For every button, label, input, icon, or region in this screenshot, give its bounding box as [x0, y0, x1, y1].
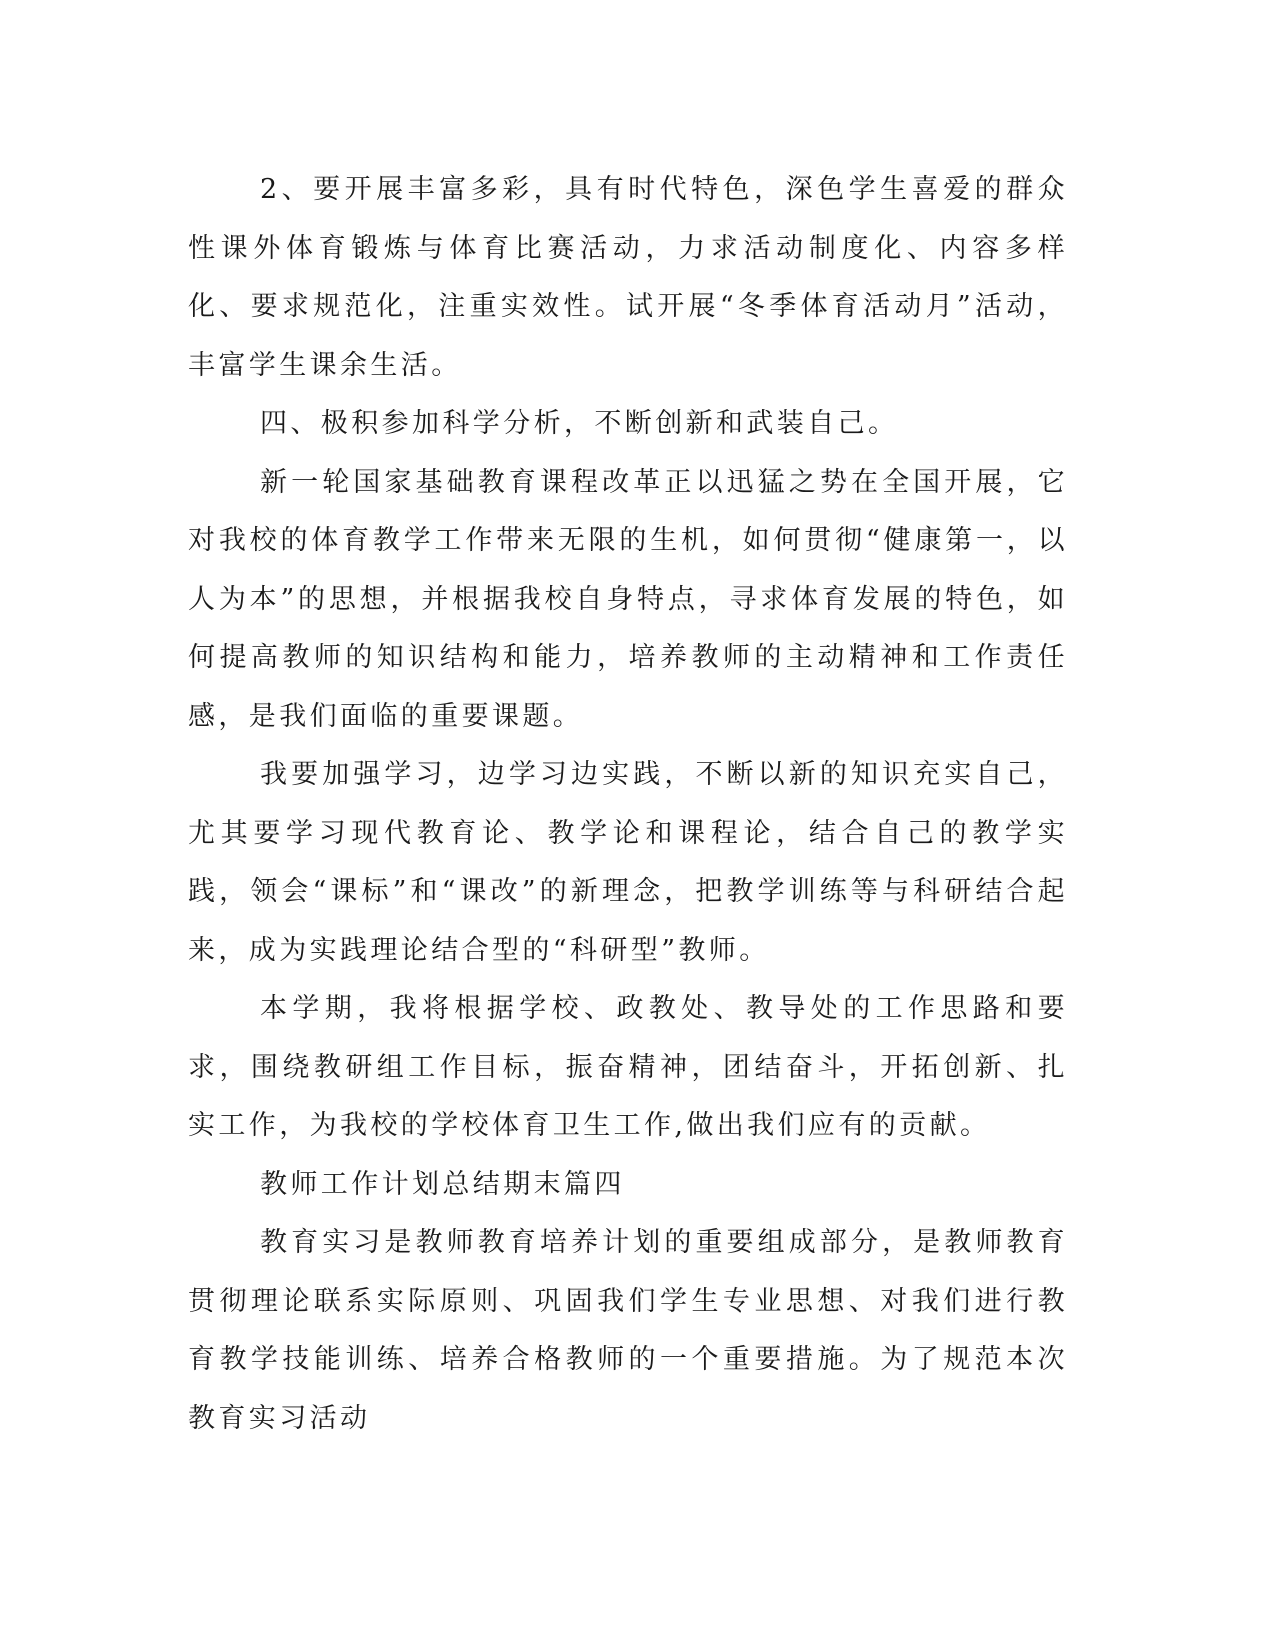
section-heading-research: 四、极积参加科学分析，不断创新和武装自己。: [260, 408, 899, 439]
paragraph-curriculum-reform: 新一轮国家基础教育课程改革正以迅猛之势在全国开展，它对我校的体育教学工作带来无限的生机，如何贯彻“健康第一，以人为本”的思想，并根据我校自身特点，寻求体育发展的特色，如何提高教师的知识结构和能力，培养教师的主动精神和工作责任感，是我们面临的重要课题。: [188, 466, 1068, 732]
paragraph-internship: 教育实习是教师教育培养计划的重要组成部分，是教师教育贯彻理论联系实际原则、巩固我们学生专业思想、对我们进行教育教学技能训练、培养合格教师的一个重要措施。为了规范本次教育实习活动: [188, 1227, 1068, 1434]
section-title-part-four: 教师工作计划总结期末篇四: [260, 1168, 625, 1200]
paragraph-study: 我要加强学习，边学习边实践，不断以新的知识充实自己，尤其要学习现代教育论、教学论和课程论，结合自己的教学实践，领会“课标”和“课改”的新理念，把教学训练等与科研结合起来，成为实践理论结合型的“科研型”教师。: [188, 759, 1068, 966]
document-body: [188, 161, 1068, 1448]
paragraph-semester-plan: 本学期，我将根据学校、政教处、教导处的工作思路和要求，围绕教研组工作目标，振奋精神，团结奋斗，开拓创新、扎实工作，为我校的学校体育卫生工作,做出我们应有的贡献。: [188, 993, 1068, 1141]
paragraph-activities: 2、要开展丰富多彩，具有时代特色，深色学生喜爱的群众性课外体育锻炼与体育比赛活动，力求活动制度化、内容多样化、要求规范化，注重实效性。试开展“冬季体育活动月”活动，丰富学生课余生活。: [188, 174, 1068, 381]
